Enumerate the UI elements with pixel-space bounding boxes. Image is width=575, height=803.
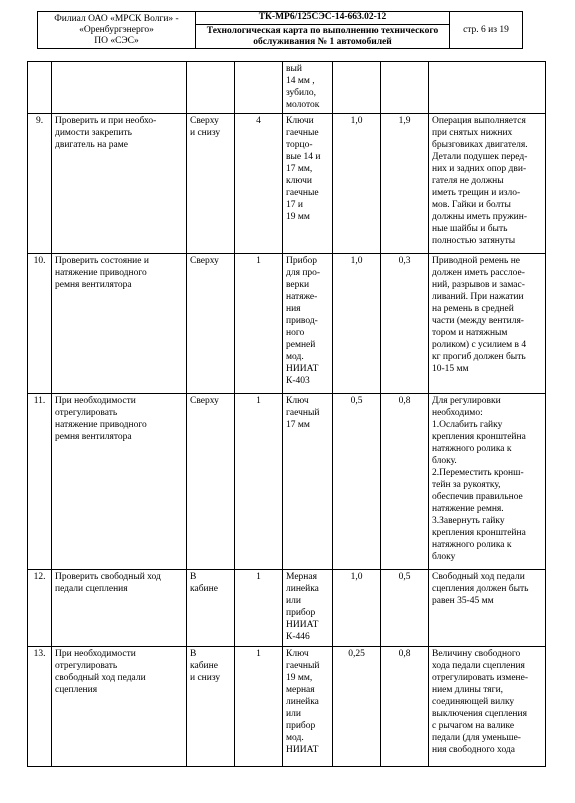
row-number: 9. (28, 114, 52, 254)
operation-text: При необходимости отрегулировать свободный ход педали сцепления (52, 647, 187, 767)
work-place: Сверху (187, 394, 235, 570)
work-place: Сверху (187, 254, 235, 394)
time-norm-2 (381, 62, 429, 114)
tools-text: Прибор для про- верки натяже- ния привод- ного ремней мод. НИИАТ К-403 (283, 254, 333, 394)
row-number: 12. (28, 570, 52, 647)
document-title-cell (196, 12, 450, 49)
tools-text: вый 14 мм , зубило, молоток (283, 62, 333, 114)
work-place (187, 62, 235, 114)
row-number (28, 62, 52, 114)
notes-text (429, 62, 546, 114)
notes-text: Операция выполняется при снятых нижних брызговиках двигателя. Детали подушек перед- них и задних опор дви- гателя не должны иметь трещин и изло- мов. Гайки и болты должны иметь пружин- ные шайбы и быть полностью затянуты (429, 114, 546, 254)
time-norm-1: 0,25 (333, 647, 381, 767)
organization-name: Филиал ОАО «МРСК Волги» - «Оренбургэнерго» ПО «СЭС» (54, 13, 179, 46)
operation-text: Проверить свободный ход педали сцепления (52, 570, 187, 647)
notes-text: Для регулировки необходимо: 1.Ослабить гайку крепления кронштейна натяжного ролика к блоку. 2.Переместить кронш- тейн за рукоятку, обеспечив правильное натяжение ремня. 3.Завернуть гайку крепления кронштейна натяжного ролика к блоку (429, 394, 546, 570)
notes-text: Свободный ход педали сцепления должен быть равен 35-45 мм (429, 570, 546, 647)
work-place: В кабине (187, 570, 235, 647)
tech-card-table (27, 61, 546, 767)
operation-text: При необходимости отрегулировать натяжение приводного ремня вентилятора (52, 394, 187, 570)
operation-text: Проверить состояние и натяжение приводного ремня вентилятора (52, 254, 187, 394)
time-norm-2: 1,9 (381, 114, 429, 254)
time-norm-1: 1,0 (333, 114, 381, 254)
operation-text (52, 62, 187, 114)
table-row (28, 394, 546, 570)
document-code: ТК-МР6/125СЭС-14-663.02-12 (196, 12, 449, 25)
tools-text: Ключ гаечный 19 мм, мерная линейка или прибор мод. НИИАТ (283, 647, 333, 767)
notes-text: Величину свободного хода педали сцепления отрегулировать измене- нием длины тяги, соединяющей вилку выключения сцепления с рычагом на валике педали (для уменьше- ния свободного хода (429, 647, 546, 767)
time-norm-1: 1,0 (333, 570, 381, 647)
notes-text: Приводной ремень не должен иметь расслое- ний, разрывов и замас- ливаний. При нажатии на ремень в средней части (между вентиля- тором и натяжным роликом) с усилием в 4 кг прогиб должен быть 10-15 мм (429, 254, 546, 394)
worker-count: 1 (235, 254, 283, 394)
table-row (28, 114, 546, 254)
time-norm-2: 0,8 (381, 394, 429, 570)
organization-cell (38, 12, 196, 49)
worker-count (235, 62, 283, 114)
work-place: Сверху и снизу (187, 114, 235, 254)
time-norm-1: 0,5 (333, 394, 381, 570)
table-row (28, 570, 546, 647)
operation-text: Проверить и при необхо- димости закрепить двигатель на раме (52, 114, 187, 254)
row-number: 11. (28, 394, 52, 570)
time-norm-1 (333, 62, 381, 114)
row-number: 10. (28, 254, 52, 394)
time-norm-2: 0,8 (381, 647, 429, 767)
document-title: Технологическая карта по выполнению технического обслуживания № 1 автомобилей (206, 26, 439, 47)
worker-count: 1 (235, 570, 283, 647)
tools-text: Ключ гаечный 17 мм (283, 394, 333, 570)
document-header (37, 11, 523, 49)
worker-count: 1 (235, 394, 283, 570)
time-norm-1: 1,0 (333, 254, 381, 394)
worker-count: 1 (235, 647, 283, 767)
worker-count: 4 (235, 114, 283, 254)
time-norm-2: 0,5 (381, 570, 429, 647)
table-row (28, 62, 546, 114)
time-norm-2: 0,3 (381, 254, 429, 394)
page-number: стр. 6 из 19 (450, 12, 523, 49)
tools-text: Мерная линейка или прибор НИИАТ К-446 (283, 570, 333, 647)
table-row (28, 647, 546, 767)
row-number: 13. (28, 647, 52, 767)
tools-text: Ключи гаечные торцо- вые 14 и 17 мм, ключи гаечные 17 и 19 мм (283, 114, 333, 254)
work-place: В кабине и снизу (187, 647, 235, 767)
table-row (28, 254, 546, 394)
